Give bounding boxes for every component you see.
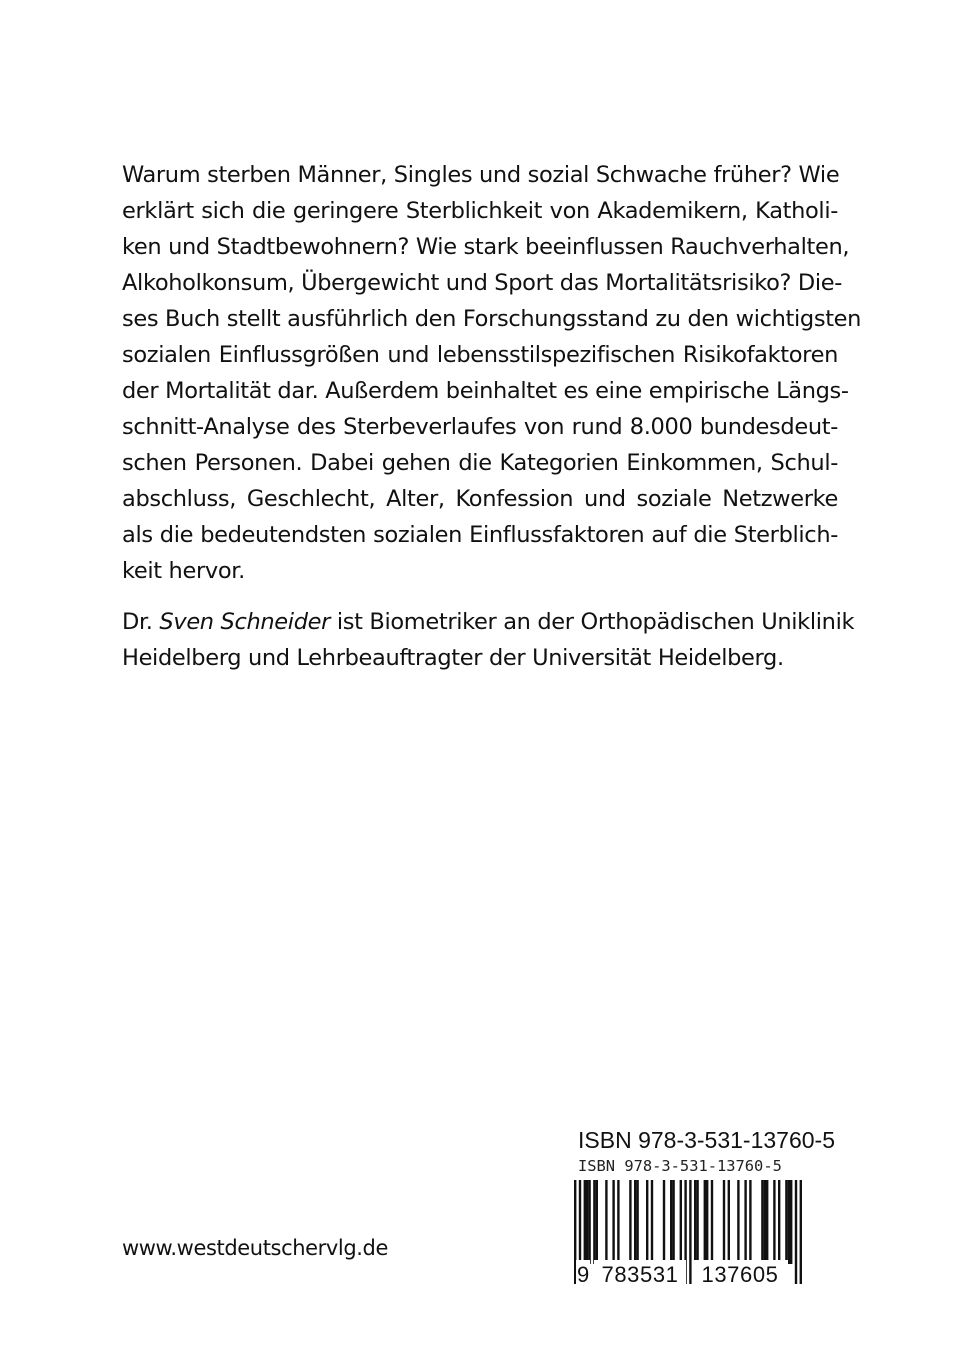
blurb-line: abschluss, Geschlecht, Alter, Konfession und soziale Netzwerke — [122, 486, 838, 512]
barcode-bar — [672, 1180, 674, 1264]
barcode-bar — [764, 1180, 766, 1264]
barcode-bar — [636, 1180, 638, 1264]
blurb-line: der Mortalität dar. Außerdem beinhaltet es eine empirische Längs- — [122, 378, 849, 404]
barcode-bar — [634, 1180, 636, 1264]
barcode-bar — [773, 1180, 775, 1264]
barcode-bar — [761, 1180, 763, 1264]
ean-right-digits: 137605 — [692, 1260, 788, 1290]
blurb-line: Warum sterben Männer, Singles und sozial Schwache früher? Wie — [122, 162, 840, 188]
blurb-line: sozialen Einflussgrößen und lebensstilspezifischen Risikofaktoren — [122, 342, 838, 368]
author-role: ist Biometriker an der Orthopädischen Uniklinik — [330, 609, 855, 635]
barcode-bar — [646, 1180, 648, 1264]
barcode-bar — [651, 1180, 653, 1264]
barcode-bar — [680, 1180, 682, 1264]
barcode-bar — [596, 1180, 598, 1264]
blurb-line: ses Buch stellt ausführlich den Forschungsstand zu den wichtigsten — [122, 306, 862, 332]
barcode-bar — [778, 1180, 780, 1264]
barcode-bar — [785, 1180, 787, 1264]
blurb-line: schen Personen. Dabei gehen die Kategorien Einkommen, Schul- — [122, 450, 838, 476]
barcode-bar — [766, 1180, 768, 1264]
barcode-bar — [584, 1180, 586, 1264]
barcode-bar — [586, 1180, 588, 1264]
ean-left-digits: 783531 — [594, 1260, 686, 1290]
blurb-line: erklärt sich die geringere Sterblichkeit von Akademikern, Katholi- — [122, 198, 838, 224]
blurb-line: als die bedeutendsten sozialen Einflussfaktoren auf die Sterblich- — [122, 522, 838, 548]
barcode-bar — [723, 1180, 725, 1264]
author-line-2: Heidelberg und Lehrbeauftragter der Universität Heidelberg. — [122, 645, 784, 671]
barcode-digits — [562, 1260, 812, 1290]
barcode-bar — [704, 1180, 706, 1264]
author-title: Dr. — [122, 609, 160, 635]
barcode-bar — [694, 1180, 696, 1264]
blurb-line: Alkoholkonsum, Übergewicht und Sport das Mortalitätsrisiko? Die- — [122, 270, 843, 296]
barcode-bar — [790, 1180, 792, 1264]
barcode-bar — [612, 1180, 614, 1264]
isbn-title: ISBN 978-3-531-13760-5 — [578, 1127, 835, 1153]
barcode-bar — [670, 1180, 672, 1264]
barcode-bar — [629, 1180, 631, 1264]
barcode-bar — [617, 1180, 619, 1264]
barcode-bar — [749, 1180, 751, 1264]
barcode-bar — [696, 1180, 698, 1264]
barcode — [562, 1176, 812, 1296]
barcode-bar — [737, 1180, 739, 1264]
author-name: Sven Schneider — [159, 609, 331, 635]
author-bio — [122, 604, 855, 676]
isbn-mono: ISBN 978-3-531-13760-5 — [578, 1157, 782, 1175]
ean-first-digit: 9 — [576, 1260, 590, 1290]
barcode-bar — [728, 1180, 730, 1264]
barcode-bar — [706, 1180, 708, 1264]
blurb-line: keit hervor. — [122, 558, 245, 584]
publisher-website: www.westdeutschervlg.de — [122, 1236, 389, 1260]
barcode-bar — [588, 1180, 590, 1264]
barcode-bar — [744, 1180, 746, 1264]
blurb-text — [122, 157, 862, 589]
blurb-line: schnitt-Analyse des Sterbeverlaufes von rund 8.000 bundesdeut- — [122, 414, 838, 440]
barcode-bar — [711, 1180, 713, 1264]
barcode-bar — [593, 1180, 595, 1264]
barcode-bar — [788, 1180, 790, 1264]
barcode-bar — [663, 1180, 665, 1264]
barcode-bar — [605, 1180, 607, 1264]
author-line-1 — [122, 604, 855, 640]
blurb-line: ken und Stadtbewohnern? Wie stark beeinflussen Rauchverhalten, — [122, 234, 850, 260]
